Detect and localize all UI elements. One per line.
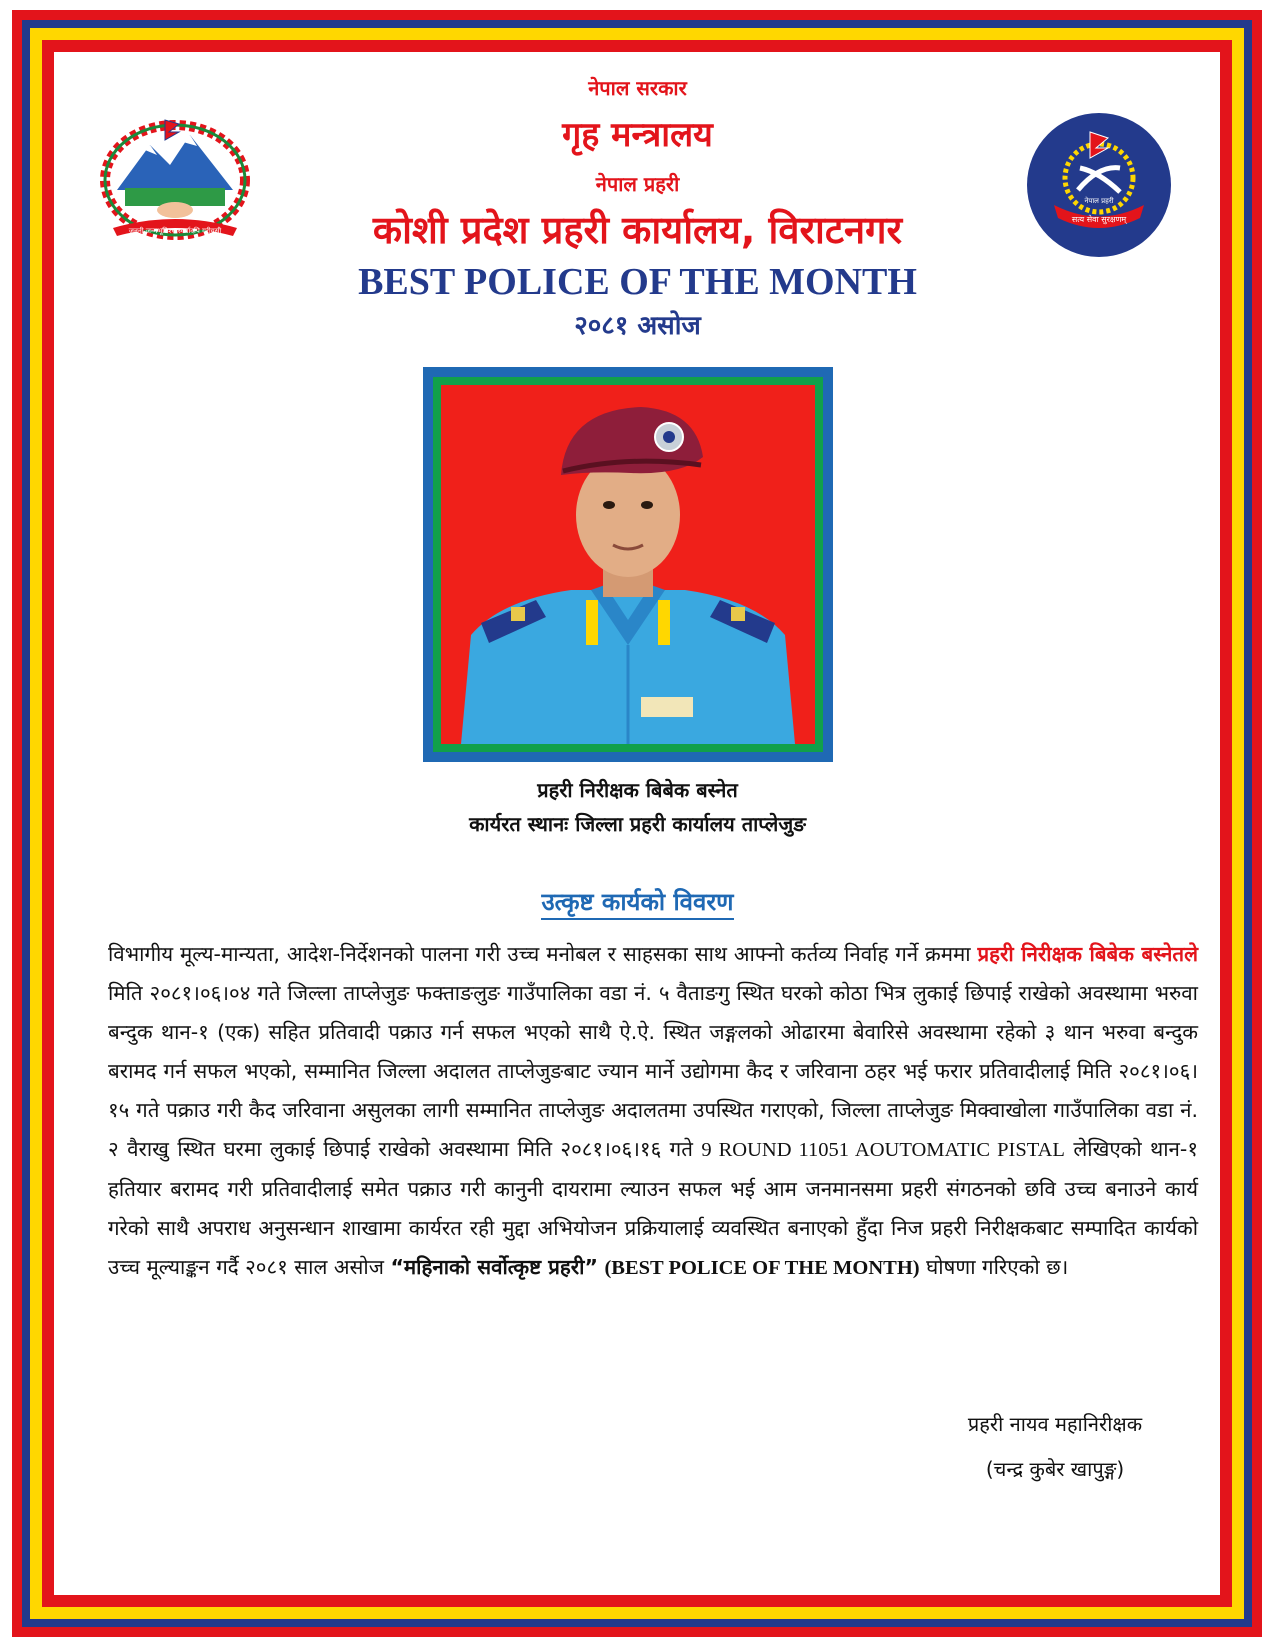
government-title: नेपाल सरकार [588, 76, 687, 100]
police-motto: सत्य सेवा सुरक्षणम् [1071, 215, 1127, 224]
section-title [0, 885, 1275, 918]
officer-name: प्रहरी निरीक्षक बिबेक बस्नेत [537, 778, 738, 802]
award-month: २०८१ असोज [574, 311, 701, 341]
officer-workplace: कार्यरत स्थानः जिल्ला प्रहरी कार्यालय ताप्लेजुङ [469, 812, 806, 836]
citation-part-3: लेखिएको थान-१ हतियार बरामद गरी प्रतिवादीलाई समेत पक्राउ गरी कानुनी दायरामा ल्याउन सफल भई आम जनमानसमा प्रहरी संगठनको छवि उच्च बनाउने कार्य गरेको साथै अपराध अनुसन्धान शाखामा कार्यरत रही मुद्दा अभियोजन प्रक्रियालाई व्यवस्थित बनाएको हुँदा निज प्रहरी निरीक्षकबाट सम्पादित कार्यको उच्च मूल्याङ्कन गर्दै २०८१ साल असोज [108, 1137, 1198, 1279]
citation-part-2: मिति २०८१।०६।०४ गते जिल्ला ताप्लेजुङ फक्ताङलुङ गाउँपालिका वडा नं. ५ वैताङगु स्थित घरको कोठा भित्र लुकाई छिपाई राखेको अवस्थामा भरुवा बन्दुक थान-१ (एक) सहित प्रतिवादी पक्राउ गर्न सफल भएको साथै ऐ.ऐ. स्थित जङ्गलको ओढारमा बेवारिसे अवस्थामा रहेको ३ थान भरुवा बन्दुक बरामद गर्न सफल भएको, सम्मानित जिल्ला अदालत ताप्लेजुङबाट ज्यान मार्ने उद्योगमा कैद र जरिवाना ठहर भई फरार प्रतिवादीलाई मिति २०८१।०६।१५ गते पक्राउ गरी कैद जरिवाना असुलका लागी सम्मानित ताप्लेजुङ अदालतमा उपस्थित गराएको, जिल्ला ताप्लेजुङ मिक्वाखोला गाउँपालिका वडा नं. २ वैराखु स्थित घरमा लुकाई छिपाई राखेको अवस्थामा मिति २०८१।०६।१६ गते [108, 981, 1198, 1161]
signatory-name: (चन्द्र कुबेर खापुङ्ग) [985, 1457, 1125, 1481]
citation-part-1: विभागीय मूल्य-मान्यता, आदेश-निर्देशनको पालना गरी उच्च मनोबल र साहसका साथ आफ्नो कर्तव्य निर्वाह गर्ने क्रममा [108, 942, 978, 966]
police-emblem-label: नेपाल प्रहरी [1084, 197, 1114, 205]
section-title-text: उत्कृष्ट कार्यको विवरण [541, 888, 733, 920]
officer-highlight: प्रहरी निरीक्षक बिबेक बस्नेतले [977, 942, 1198, 966]
officer-photo-frame [423, 367, 833, 762]
officer-portrait-icon [441, 385, 815, 744]
award-title-nepali: “महिनाको सर्वोत्कृष्ट प्रहरी” [390, 1255, 598, 1279]
weapon-description: 9 ROUND 11051 AOUTOMATIC PISTAL [701, 1139, 1065, 1161]
emblem-motto: जननी जन्मभूमिश्च स्वर्गादपि गरीयसी [128, 227, 222, 235]
signatory-designation: प्रहरी नायव महानिरीक्षक [967, 1412, 1143, 1436]
citation-part-4: घोषणा गरिएको छ। [919, 1255, 1069, 1279]
award-title-english: (BEST POLICE OF THE MONTH) [604, 1257, 920, 1279]
ministry-title: गृह मन्त्रालय [562, 115, 713, 155]
police-title: नेपाल प्रहरी [595, 172, 680, 196]
citation-paragraph [108, 935, 1198, 1288]
office-title: कोशी प्रदेश प्रहरी कार्यालय, विराटनगर [372, 208, 903, 252]
award-title: BEST POLICE OF THE MONTH [358, 261, 917, 303]
